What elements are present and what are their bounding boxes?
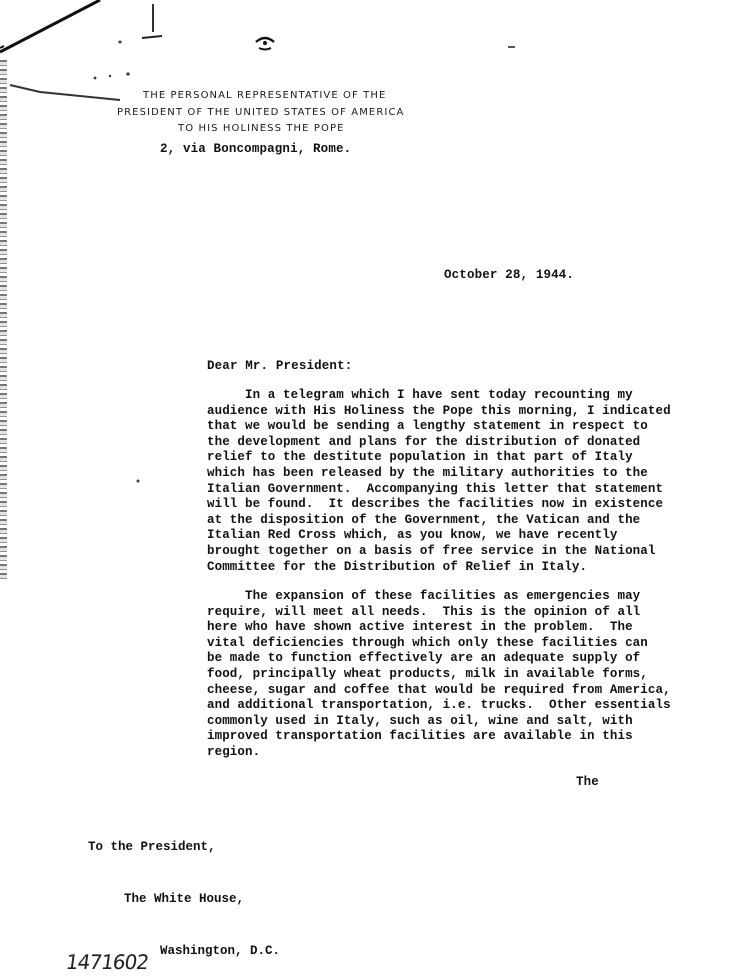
paragraph-line: brought together on a basis of free service in the National	[207, 543, 656, 558]
paragraph-line: that we would be sending a lengthy statement in respect to	[207, 419, 648, 434]
catchword: The	[576, 775, 599, 789]
paragraph-line: food, principally wheat products, milk in available forms,	[207, 666, 648, 681]
letterhead-address: 2, via Boncompagni, Rome.	[160, 142, 352, 156]
paragraph-line: Committee for the Distribution of Relief in Italy.	[207, 559, 588, 574]
paragraph-line: and additional transportation, i.e. trucks. Other essentials	[207, 698, 671, 713]
paragraph-line: be made to function effectively are an adequate supply of	[207, 651, 641, 666]
scan-dot	[508, 44, 516, 50]
paragraph-line: will be found. It describes the facilities now in existence	[207, 497, 664, 512]
paragraph-line: The expansion of these facilities as emergencies may	[207, 589, 641, 603]
paragraph-line: the development and plans for the distribution of donated	[207, 434, 641, 449]
paragraph-line: at the disposition of the Government, the Vatican and the	[207, 512, 641, 527]
letterhead-line-1: THE PERSONAL REPRESENTATIVE OF THE	[143, 90, 387, 101]
body-paragraph-2	[207, 589, 671, 761]
salutation: Dear Mr. President:	[207, 359, 353, 373]
paragraph-line: cheese, sugar and coffee that would be required from America,	[207, 682, 671, 697]
paragraph-line: Italian Red Cross which, as you know, we have recently	[207, 528, 618, 543]
recipient-line-2: The White House,	[124, 892, 245, 906]
body-paragraph-1	[207, 388, 671, 575]
recipient-line-1: To the President,	[88, 840, 216, 854]
paragraph-line: require, will meet all needs. This is the opinion of all	[207, 604, 641, 619]
paragraph-line: vital deficiencies through which only these facilities can	[207, 635, 648, 650]
letterhead-line-2: PRESIDENT OF THE UNITED STATES OF AMERICA	[117, 107, 405, 118]
scan-corner-artifact	[0, 0, 180, 120]
scan-left-edge	[0, 60, 7, 580]
paragraph-line: In a telegram which I have sent today recounting my	[207, 388, 633, 402]
paragraph-line: here who have shown active interest in the problem. The	[207, 620, 633, 635]
letter-date: October 28, 1944.	[444, 268, 575, 282]
paragraph-line: relief to the destitute population in that part of Italy	[207, 450, 633, 465]
letterhead-line-3: TO HIS HOLINESS THE POPE	[178, 123, 345, 134]
paragraph-line: Italian Government. Accompanying this letter that statement	[207, 481, 664, 496]
paragraph-line: region.	[207, 744, 261, 759]
eagle-seal-icon	[254, 34, 276, 52]
paragraph-line: commonly used in Italy, such as oil, wine and salt, with	[207, 713, 633, 728]
handwritten-archive-number: 1471602	[64, 950, 150, 974]
recipient-line-3: Washington, D.C.	[160, 944, 281, 958]
paragraph-line: improved transportation facilities are available in this	[207, 729, 633, 744]
paragraph-line: audience with His Holiness the Pope this morning, I indicated	[207, 403, 671, 418]
scan-speck	[135, 478, 141, 484]
paragraph-line: which has been released by the military authorities to the	[207, 465, 648, 480]
